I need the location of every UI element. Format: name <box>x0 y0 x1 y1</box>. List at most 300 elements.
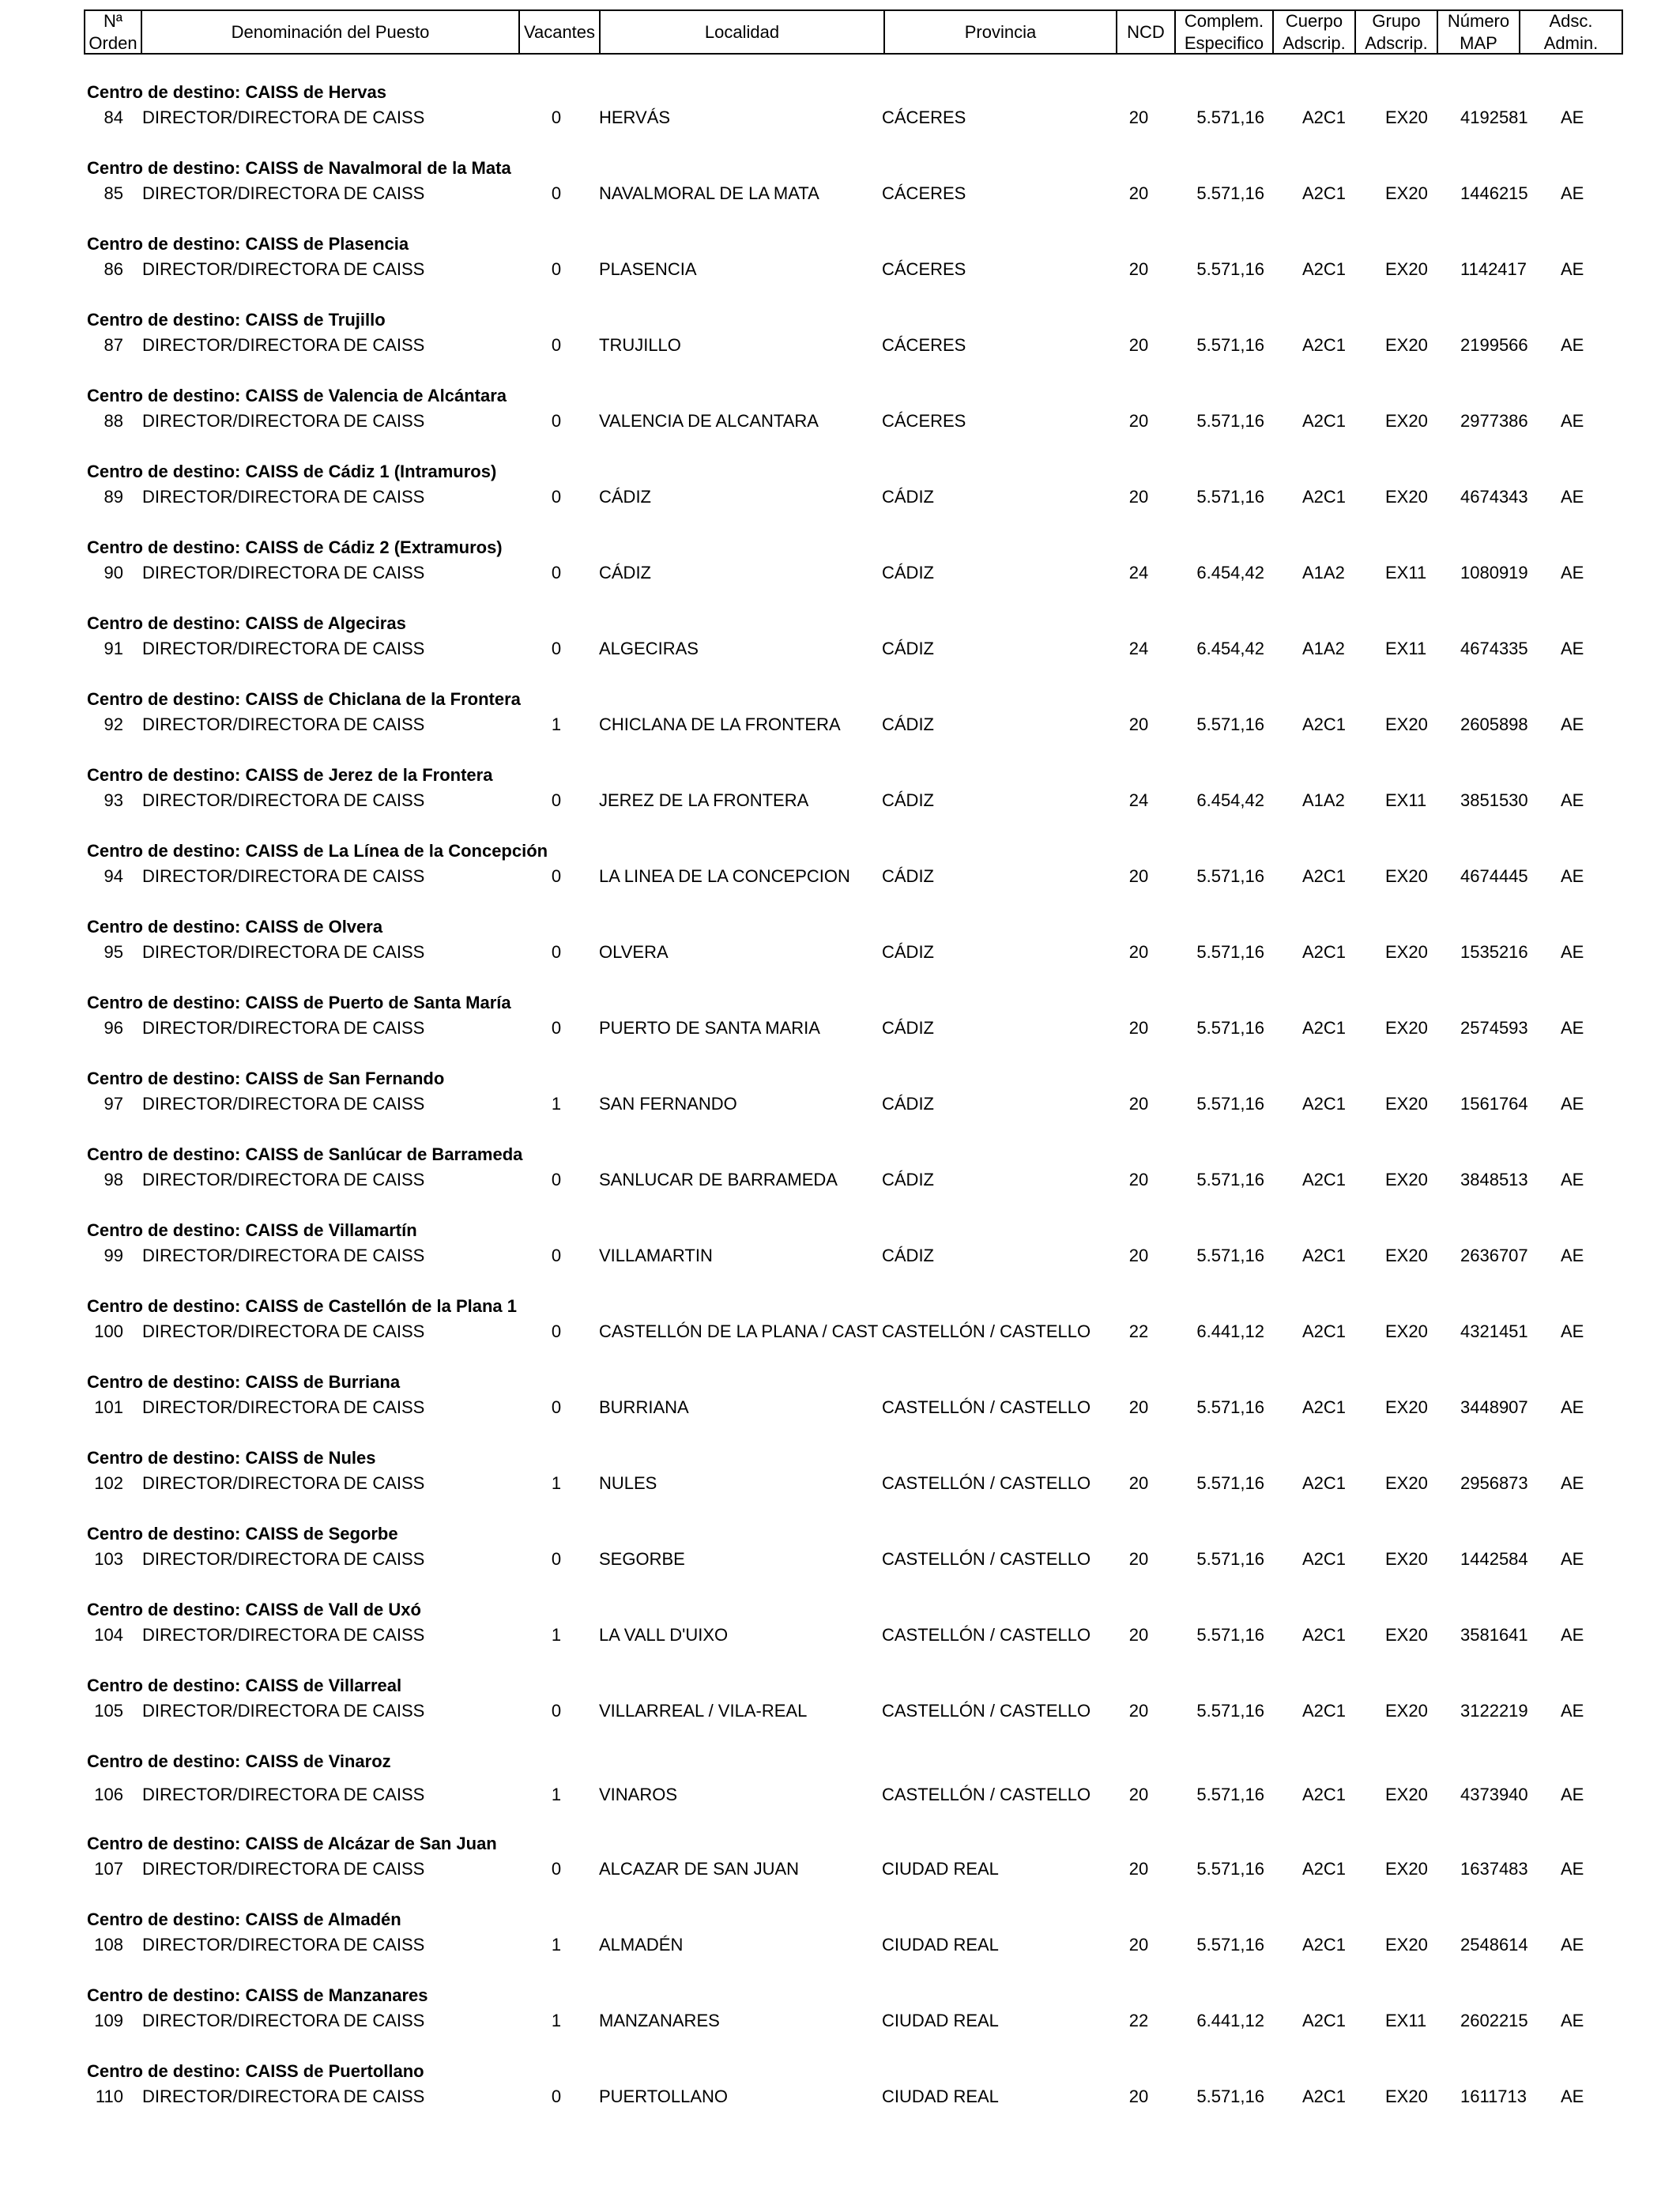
row-provincia: CASTELLÓN / CASTELLO <box>882 1625 1091 1645</box>
row-localidad: SANLUCAR DE BARRAMEDA <box>599 1170 838 1189</box>
row-ncd: 20 <box>1128 1246 1149 1265</box>
row-puesto: DIRECTOR/DIRECTORA DE CAISS <box>142 866 425 886</box>
row-adsc: AE <box>1561 1625 1584 1645</box>
row-provincia: CÁDIZ <box>882 639 934 658</box>
row-provincia: CÁDIZ <box>882 866 934 886</box>
row-localidad: CHICLANA DE LA FRONTERA <box>599 714 841 734</box>
row-cuerpo: A2C1 <box>1302 1549 1347 1569</box>
row-puesto: DIRECTOR/DIRECTORA DE CAISS <box>142 1785 425 1804</box>
center-label: Centro de destino: CAISS de Chiclana de la Frontera <box>87 689 521 709</box>
row-orden: 97 <box>104 1094 123 1114</box>
row-map: 2574593 <box>1460 1018 1528 1038</box>
row-provincia: CÁDIZ <box>882 790 934 810</box>
row-complem: 6.441,12 <box>1196 1321 1264 1341</box>
row-grupo: EX20 <box>1385 1018 1428 1038</box>
row-complem: 5.571,16 <box>1196 1701 1264 1721</box>
row-orden: 103 <box>94 1549 123 1569</box>
row-ncd: 24 <box>1128 563 1149 582</box>
row-complem: 5.571,16 <box>1196 1246 1264 1265</box>
row-complem: 6.454,42 <box>1196 563 1264 582</box>
row-vacantes: 0 <box>551 411 562 431</box>
row-vacantes: 0 <box>551 790 562 810</box>
row-provincia: CÁDIZ <box>882 714 934 734</box>
row-puesto: DIRECTOR/DIRECTORA DE CAISS <box>142 1397 425 1417</box>
row-vacantes: 0 <box>551 335 562 355</box>
row-localidad: PUERTOLLANO <box>599 2087 729 2106</box>
row-orden: 89 <box>104 487 123 507</box>
row-provincia: CÁDIZ <box>882 1018 934 1038</box>
row-map: 3581641 <box>1460 1625 1528 1645</box>
row-provincia: CÁDIZ <box>882 1246 934 1265</box>
row-map: 4674335 <box>1460 639 1528 658</box>
row-orden: 107 <box>94 1859 123 1879</box>
row-vacantes: 1 <box>551 714 562 734</box>
row-adsc: AE <box>1561 1549 1584 1569</box>
center-label: Centro de destino: CAISS de Villarreal <box>87 1676 402 1695</box>
row-grupo: EX20 <box>1385 335 1428 355</box>
row-ncd: 20 <box>1128 1549 1149 1569</box>
row-puesto: DIRECTOR/DIRECTORA DE CAISS <box>142 1859 425 1879</box>
row-grupo: EX20 <box>1385 1859 1428 1879</box>
row-puesto: DIRECTOR/DIRECTORA DE CAISS <box>142 1473 425 1493</box>
row-map: 4192581 <box>1460 107 1528 127</box>
row-vacantes: 1 <box>551 1785 562 1804</box>
row-adsc: AE <box>1561 563 1584 582</box>
row-localidad: LA LINEA DE LA CONCEPCION <box>599 866 850 886</box>
row-puesto: DIRECTOR/DIRECTORA DE CAISS <box>142 2011 425 2030</box>
table-row <box>0 537 1680 601</box>
row-localidad: ALMADÉN <box>599 1935 684 1955</box>
row-provincia: CASTELLÓN / CASTELLO <box>882 1397 1091 1417</box>
row-map: 4373940 <box>1460 1785 1528 1804</box>
row-provincia: CÁCERES <box>882 335 966 355</box>
row-map: 1442584 <box>1460 1549 1528 1569</box>
row-grupo: EX20 <box>1385 1785 1428 1804</box>
row-ncd: 20 <box>1128 107 1149 127</box>
row-cuerpo: A2C1 <box>1302 411 1347 431</box>
row-grupo: EX20 <box>1385 714 1428 734</box>
row-complem: 5.571,16 <box>1196 1549 1264 1569</box>
row-localidad: NULES <box>599 1473 657 1493</box>
row-provincia: CIUDAD REAL <box>882 2011 999 2030</box>
table-row <box>0 1372 1680 1435</box>
row-vacantes: 0 <box>551 1018 562 1038</box>
row-complem: 5.571,16 <box>1196 1170 1264 1189</box>
row-adsc: AE <box>1561 1246 1584 1265</box>
row-puesto: DIRECTOR/DIRECTORA DE CAISS <box>142 1018 425 1038</box>
row-ncd: 20 <box>1128 1018 1149 1038</box>
table-row <box>0 1524 1680 1587</box>
row-map: 1611713 <box>1460 2087 1527 2106</box>
row-cuerpo: A2C1 <box>1302 1701 1347 1721</box>
row-map: 2956873 <box>1460 1473 1528 1493</box>
row-orden: 88 <box>104 411 123 431</box>
row-adsc: AE <box>1561 1321 1584 1341</box>
row-map: 2977386 <box>1460 411 1528 431</box>
table-row <box>0 1448 1680 1511</box>
center-label: Centro de destino: CAISS de Nules <box>87 1448 376 1468</box>
row-provincia: CÁDIZ <box>882 487 934 507</box>
table-row <box>0 841 1680 904</box>
row-ncd: 24 <box>1128 639 1149 658</box>
center-label: Centro de destino: CAISS de Burriana <box>87 1372 401 1392</box>
row-puesto: DIRECTOR/DIRECTORA DE CAISS <box>142 1935 425 1955</box>
row-puesto: DIRECTOR/DIRECTORA DE CAISS <box>142 790 425 810</box>
row-grupo: EX20 <box>1385 183 1428 203</box>
row-provincia: CÁCERES <box>882 411 966 431</box>
row-localidad: ALCAZAR DE SAN JUAN <box>599 1859 800 1879</box>
row-puesto: DIRECTOR/DIRECTORA DE CAISS <box>142 1321 425 1341</box>
row-cuerpo: A2C1 <box>1302 1170 1347 1189</box>
row-orden: 94 <box>104 866 123 886</box>
row-adsc: AE <box>1561 2011 1584 2030</box>
row-map: 1142417 <box>1460 259 1527 279</box>
row-localidad: MANZANARES <box>599 2011 720 2030</box>
row-cuerpo: A2C1 <box>1302 1018 1347 1038</box>
row-vacantes: 1 <box>551 1935 562 1955</box>
row-orden: 99 <box>104 1246 123 1265</box>
row-puesto: DIRECTOR/DIRECTORA DE CAISS <box>142 1701 425 1721</box>
row-grupo: EX20 <box>1385 942 1428 962</box>
row-ncd: 20 <box>1128 866 1149 886</box>
row-vacantes: 1 <box>551 1625 562 1645</box>
row-localidad: SEGORBE <box>599 1549 685 1569</box>
row-puesto: DIRECTOR/DIRECTORA DE CAISS <box>142 1549 425 1569</box>
row-grupo: EX20 <box>1385 2087 1428 2106</box>
center-label: Centro de destino: CAISS de Manzanares <box>87 1985 428 2005</box>
row-map: 3848513 <box>1460 1170 1528 1189</box>
row-adsc: AE <box>1561 1170 1584 1189</box>
row-provincia: CASTELLÓN / CASTELLO <box>882 1701 1091 1721</box>
row-adsc: AE <box>1561 639 1584 658</box>
row-orden: 90 <box>104 563 123 582</box>
row-orden: 106 <box>94 1785 123 1804</box>
row-orden: 104 <box>94 1625 123 1645</box>
row-adsc: AE <box>1561 183 1584 203</box>
row-adsc: AE <box>1561 790 1584 810</box>
center-label: Centro de destino: CAISS de Villamartín <box>87 1220 417 1240</box>
row-orden: 102 <box>94 1473 123 1493</box>
row-vacantes: 0 <box>551 1701 562 1721</box>
row-map: 3448907 <box>1460 1397 1528 1417</box>
row-vacantes: 0 <box>551 2087 562 2106</box>
row-ncd: 20 <box>1128 1170 1149 1189</box>
row-grupo: EX20 <box>1385 107 1428 127</box>
row-ncd: 20 <box>1128 1625 1149 1645</box>
row-localidad: VILLAMARTIN <box>599 1246 713 1265</box>
row-complem: 6.441,12 <box>1196 2011 1264 2030</box>
row-grupo: EX20 <box>1385 1170 1428 1189</box>
row-ncd: 20 <box>1128 2087 1149 2106</box>
row-map: 2605898 <box>1460 714 1528 734</box>
row-orden: 87 <box>104 335 123 355</box>
row-vacantes: 0 <box>551 563 562 582</box>
row-localidad: NAVALMORAL DE LA MATA <box>599 183 819 203</box>
row-grupo: EX20 <box>1385 1701 1428 1721</box>
row-localidad: CÁDIZ <box>599 487 651 507</box>
row-map: 4674445 <box>1460 866 1528 886</box>
row-cuerpo: A2C1 <box>1302 1094 1347 1114</box>
row-orden: 92 <box>104 714 123 734</box>
row-vacantes: 0 <box>551 1397 562 1417</box>
row-adsc: AE <box>1561 411 1584 431</box>
row-provincia: CASTELLÓN / CASTELLO <box>882 1785 1091 1804</box>
row-adsc: AE <box>1561 1785 1584 1804</box>
row-complem: 5.571,16 <box>1196 1018 1264 1038</box>
row-cuerpo: A2C1 <box>1302 1246 1347 1265</box>
row-ncd: 20 <box>1128 1859 1149 1879</box>
center-label: Centro de destino: CAISS de Puerto de Santa María <box>87 993 511 1012</box>
header-numero: Número MAP <box>1438 11 1520 53</box>
center-label: Centro de destino: CAISS de Cádiz 2 (Extramuros) <box>87 537 503 557</box>
row-localidad: PLASENCIA <box>599 259 697 279</box>
center-label: Centro de destino: CAISS de La Línea de la Concepción <box>87 841 548 861</box>
row-orden: 95 <box>104 942 123 962</box>
row-complem: 5.571,16 <box>1196 1473 1264 1493</box>
table-row <box>0 158 1680 221</box>
center-label: Centro de destino: CAISS de Hervas <box>87 82 386 102</box>
center-label: Centro de destino: CAISS de Castellón de la Plana 1 <box>87 1296 518 1316</box>
row-vacantes: 0 <box>551 1321 562 1341</box>
row-ncd: 20 <box>1128 1473 1149 1493</box>
row-grupo: EX20 <box>1385 1473 1428 1493</box>
row-puesto: DIRECTOR/DIRECTORA DE CAISS <box>142 714 425 734</box>
row-complem: 5.571,16 <box>1196 1935 1264 1955</box>
row-map: 1535216 <box>1460 942 1528 962</box>
row-complem: 5.571,16 <box>1196 2087 1264 2106</box>
row-complem: 6.454,42 <box>1196 639 1264 658</box>
row-provincia: CÁDIZ <box>882 1094 934 1114</box>
center-label: Centro de destino: CAISS de Alcázar de San Juan <box>87 1834 497 1853</box>
row-localidad: HERVÁS <box>599 107 671 127</box>
row-localidad: VINAROS <box>599 1785 678 1804</box>
row-cuerpo: A2C1 <box>1302 1473 1347 1493</box>
center-label: Centro de destino: CAISS de Vall de Uxó <box>87 1600 421 1619</box>
row-complem: 5.571,16 <box>1196 1785 1264 1804</box>
table-row <box>0 234 1680 297</box>
row-puesto: DIRECTOR/DIRECTORA DE CAISS <box>142 107 425 127</box>
row-localidad: VILLARREAL / VILA-REAL <box>599 1701 808 1721</box>
row-localidad: JEREZ DE LA FRONTERA <box>599 790 809 810</box>
row-cuerpo: A2C1 <box>1302 714 1347 734</box>
row-cuerpo: A2C1 <box>1302 1625 1347 1645</box>
table-row <box>0 310 1680 373</box>
row-grupo: EX11 <box>1385 2011 1427 2030</box>
table-row <box>0 1751 1680 1815</box>
row-grupo: EX11 <box>1385 639 1427 658</box>
table-row <box>0 1144 1680 1208</box>
row-puesto: DIRECTOR/DIRECTORA DE CAISS <box>142 335 425 355</box>
table-row <box>0 1069 1680 1132</box>
row-vacantes: 0 <box>551 183 562 203</box>
row-adsc: AE <box>1561 866 1584 886</box>
row-ncd: 20 <box>1128 1935 1149 1955</box>
row-cuerpo: A2C1 <box>1302 1859 1347 1879</box>
row-grupo: EX20 <box>1385 866 1428 886</box>
row-grupo: EX20 <box>1385 1549 1428 1569</box>
row-ncd: 20 <box>1128 942 1149 962</box>
center-label: Centro de destino: CAISS de Trujillo <box>87 310 386 330</box>
table-row <box>0 689 1680 752</box>
header-cuerpo: Cuerpo Adscrip. <box>1274 11 1356 53</box>
row-cuerpo: A2C1 <box>1302 259 1347 279</box>
row-orden: 98 <box>104 1170 123 1189</box>
row-adsc: AE <box>1561 942 1584 962</box>
row-grupo: EX20 <box>1385 411 1428 431</box>
row-puesto: DIRECTOR/DIRECTORA DE CAISS <box>142 1625 425 1645</box>
row-vacantes: 0 <box>551 1549 562 1569</box>
row-vacantes: 0 <box>551 1170 562 1189</box>
row-localidad: BURRIANA <box>599 1397 689 1417</box>
row-localidad: SAN FERNANDO <box>599 1094 737 1114</box>
row-puesto: DIRECTOR/DIRECTORA DE CAISS <box>142 563 425 582</box>
row-ncd: 20 <box>1128 259 1149 279</box>
row-ncd: 24 <box>1128 790 1149 810</box>
header-localidad: Localidad <box>601 11 885 53</box>
row-complem: 5.571,16 <box>1196 107 1264 127</box>
row-adsc: AE <box>1561 1935 1584 1955</box>
center-label: Centro de destino: CAISS de Segorbe <box>87 1524 398 1544</box>
row-localidad: PUERTO DE SANTA MARIA <box>599 1018 820 1038</box>
row-cuerpo: A2C1 <box>1302 866 1347 886</box>
row-map: 2602215 <box>1460 2011 1528 2030</box>
row-orden: 105 <box>94 1701 123 1721</box>
row-vacantes: 0 <box>551 487 562 507</box>
row-puesto: DIRECTOR/DIRECTORA DE CAISS <box>142 639 425 658</box>
row-cuerpo: A2C1 <box>1302 2087 1347 2106</box>
row-puesto: DIRECTOR/DIRECTORA DE CAISS <box>142 942 425 962</box>
row-complem: 5.571,16 <box>1196 1094 1264 1114</box>
row-cuerpo: A2C1 <box>1302 1321 1347 1341</box>
row-puesto: DIRECTOR/DIRECTORA DE CAISS <box>142 259 425 279</box>
row-ncd: 20 <box>1128 714 1149 734</box>
row-complem: 5.571,16 <box>1196 714 1264 734</box>
row-adsc: AE <box>1561 1094 1584 1114</box>
table-row <box>0 1296 1680 1359</box>
header-ncd: NCD <box>1117 11 1176 53</box>
header-denominacion: Denominación del Puesto <box>142 11 520 53</box>
row-complem: 5.571,16 <box>1196 335 1264 355</box>
row-cuerpo: A1A2 <box>1302 563 1345 582</box>
header-provincia: Provincia <box>885 11 1117 53</box>
center-label: Centro de destino: CAISS de San Fernando <box>87 1069 445 1088</box>
row-adsc: AE <box>1561 335 1584 355</box>
row-map: 2548614 <box>1460 1935 1528 1955</box>
row-ncd: 20 <box>1128 1094 1149 1114</box>
row-puesto: DIRECTOR/DIRECTORA DE CAISS <box>142 411 425 431</box>
row-orden: 91 <box>104 639 123 658</box>
table-row <box>0 613 1680 677</box>
center-label: Centro de destino: CAISS de Valencia de Alcántara <box>87 386 507 405</box>
row-orden: 109 <box>94 2011 123 2030</box>
row-complem: 5.571,16 <box>1196 259 1264 279</box>
row-map: 4674343 <box>1460 487 1528 507</box>
row-vacantes: 1 <box>551 2011 562 2030</box>
table-header <box>84 9 1623 55</box>
row-orden: 100 <box>94 1321 123 1341</box>
row-ncd: 22 <box>1128 2011 1149 2030</box>
table-row <box>0 82 1680 145</box>
header-grupo: Grupo Adscrip. <box>1356 11 1438 53</box>
row-orden: 101 <box>94 1397 123 1417</box>
row-grupo: EX20 <box>1385 1094 1428 1114</box>
row-complem: 5.571,16 <box>1196 1625 1264 1645</box>
row-provincia: CÁDIZ <box>882 563 934 582</box>
row-localidad: CASTELLÓN DE LA PLANA / CAST <box>599 1321 879 1341</box>
row-map: 2636707 <box>1460 1246 1528 1265</box>
row-provincia: CIUDAD REAL <box>882 2087 999 2106</box>
row-provincia: CÁDIZ <box>882 1170 934 1189</box>
row-puesto: DIRECTOR/DIRECTORA DE CAISS <box>142 1246 425 1265</box>
row-vacantes: 0 <box>551 259 562 279</box>
table-row <box>0 917 1680 980</box>
row-adsc: AE <box>1561 1701 1584 1721</box>
row-map: 3851530 <box>1460 790 1528 810</box>
table-row <box>0 1600 1680 1663</box>
table-row <box>0 2061 1680 2124</box>
row-provincia: CIUDAD REAL <box>882 1935 999 1955</box>
row-vacantes: 1 <box>551 1094 562 1114</box>
row-adsc: AE <box>1561 714 1584 734</box>
row-cuerpo: A2C1 <box>1302 1785 1347 1804</box>
row-complem: 6.454,42 <box>1196 790 1264 810</box>
center-label: Centro de destino: CAISS de Puertollano <box>87 2061 424 2081</box>
row-orden: 86 <box>104 259 123 279</box>
row-provincia: CIUDAD REAL <box>882 1859 999 1879</box>
row-complem: 5.571,16 <box>1196 183 1264 203</box>
row-provincia: CÁDIZ <box>882 942 934 962</box>
row-provincia: CASTELLÓN / CASTELLO <box>882 1473 1091 1493</box>
row-provincia: CÁCERES <box>882 183 966 203</box>
row-ncd: 22 <box>1128 1321 1149 1341</box>
row-map: 1561764 <box>1460 1094 1528 1114</box>
row-localidad: OLVERA <box>599 942 669 962</box>
row-map: 1446215 <box>1460 183 1528 203</box>
center-label: Centro de destino: CAISS de Sanlúcar de Barrameda <box>87 1144 523 1164</box>
row-orden: 108 <box>94 1935 123 1955</box>
center-label: Centro de destino: CAISS de Jerez de la Frontera <box>87 765 493 785</box>
row-puesto: DIRECTOR/DIRECTORA DE CAISS <box>142 1094 425 1114</box>
row-map: 1637483 <box>1460 1859 1528 1879</box>
table-row <box>0 386 1680 449</box>
row-provincia: CÁCERES <box>882 107 966 127</box>
row-localidad: TRUJILLO <box>599 335 681 355</box>
row-map: 2199566 <box>1460 335 1528 355</box>
table-row <box>0 1676 1680 1739</box>
row-cuerpo: A2C1 <box>1302 1935 1347 1955</box>
row-orden: 110 <box>95 2087 123 2106</box>
row-provincia: CASTELLÓN / CASTELLO <box>882 1321 1091 1341</box>
row-grupo: EX20 <box>1385 1246 1428 1265</box>
center-label: Centro de destino: CAISS de Navalmoral de la Mata <box>87 158 511 178</box>
header-complem: Complem. Especifico <box>1176 11 1274 53</box>
row-localidad: VALENCIA DE ALCANTARA <box>599 411 819 431</box>
row-cuerpo: A2C1 <box>1302 335 1347 355</box>
row-adsc: AE <box>1561 2087 1584 2106</box>
row-grupo: EX20 <box>1385 259 1428 279</box>
row-ncd: 20 <box>1128 487 1149 507</box>
center-label: Centro de destino: CAISS de Cádiz 1 (Intramuros) <box>87 462 497 481</box>
row-grupo: EX20 <box>1385 1397 1428 1417</box>
row-cuerpo: A1A2 <box>1302 639 1345 658</box>
row-localidad: CÁDIZ <box>599 563 651 582</box>
row-cuerpo: A1A2 <box>1302 790 1345 810</box>
row-grupo: EX11 <box>1385 563 1427 582</box>
row-cuerpo: A2C1 <box>1302 1397 1347 1417</box>
header-adsc: Adsc. Admin. <box>1543 10 1599 53</box>
table-row <box>0 462 1680 525</box>
row-ncd: 20 <box>1128 1397 1149 1417</box>
